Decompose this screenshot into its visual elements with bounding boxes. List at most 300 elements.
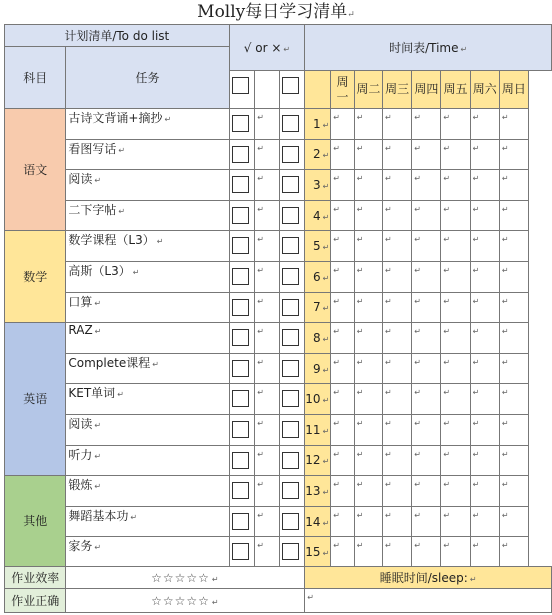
paragraph-mark-icon: ↵: [322, 243, 330, 253]
check-box[interactable]: [282, 77, 299, 94]
check-cell[interactable]: [229, 506, 255, 537]
efficiency-stars[interactable]: [66, 567, 305, 589]
schedule-cell[interactable]: [412, 537, 441, 567]
schedule-cell[interactable]: [354, 292, 382, 323]
check-box[interactable]: [282, 268, 299, 285]
schedule-cell[interactable]: [441, 506, 470, 537]
schedule-cell[interactable]: [470, 323, 499, 354]
check-cell[interactable]: [229, 384, 255, 415]
schedule-cell[interactable]: [331, 292, 354, 323]
schedule-cell[interactable]: [441, 109, 470, 140]
schedule-cell[interactable]: [354, 445, 382, 476]
check-box[interactable]: [282, 513, 299, 530]
subject-2: [5, 323, 66, 476]
check-cell[interactable]: [229, 445, 255, 476]
check-box[interactable]: [232, 115, 249, 132]
efficiency-label: [5, 567, 66, 589]
check-box[interactable]: [282, 452, 299, 469]
schedule-cell[interactable]: [499, 200, 528, 231]
slot-number: 15: [305, 544, 321, 559]
schedule-cell[interactable]: [331, 200, 354, 231]
paragraph-mark-icon: ↵: [211, 597, 220, 607]
schedule-cell[interactable]: [354, 506, 382, 537]
check-box[interactable]: [232, 360, 249, 377]
check-box[interactable]: [232, 176, 249, 193]
paragraph-mark-icon: ↵: [322, 457, 330, 467]
check-cell[interactable]: [229, 323, 255, 354]
check-cell[interactable]: [229, 170, 255, 201]
paragraph-mark-icon: ↵: [132, 267, 140, 277]
schedule-cell[interactable]: [383, 261, 412, 292]
schedule-cell[interactable]: [331, 170, 354, 201]
check-cell[interactable]: [279, 170, 305, 201]
check-cell[interactable]: [279, 414, 305, 445]
paragraph-mark-icon: ↵: [472, 265, 480, 275]
paragraph-mark-icon: ↵: [257, 235, 264, 245]
schedule-cell[interactable]: [441, 414, 470, 445]
schedule-cell[interactable]: [441, 231, 470, 262]
schedule-cell[interactable]: [331, 537, 354, 567]
time-slot: [305, 445, 331, 476]
paragraph-mark-icon: ↵: [385, 296, 392, 306]
schedule-cell[interactable]: [499, 445, 528, 476]
schedule-cell[interactable]: [499, 537, 528, 567]
paragraph-mark-icon: ↵: [322, 181, 330, 191]
schedule-cell[interactable]: [331, 261, 354, 292]
schedule-cell[interactable]: [441, 476, 470, 507]
schedule-cell[interactable]: [354, 139, 382, 170]
schedule-cell[interactable]: [383, 200, 412, 231]
slot-number: 12: [305, 453, 321, 468]
schedule-cell[interactable]: [499, 323, 528, 354]
paragraph-mark-icon: ↵: [385, 204, 392, 214]
schedule-cell[interactable]: [354, 384, 382, 415]
schedule-cell[interactable]: [412, 323, 441, 354]
check-box[interactable]: [232, 452, 249, 469]
schedule-cell[interactable]: [412, 476, 441, 507]
schedule-cell[interactable]: [383, 445, 412, 476]
day-header-2: [383, 71, 412, 109]
day-header-1: [354, 71, 382, 109]
paragraph-mark-icon: ↵: [347, 10, 355, 20]
paragraph-mark-icon: ↵: [257, 480, 264, 490]
schedule-cell[interactable]: [470, 445, 499, 476]
check-cell[interactable]: [279, 476, 305, 507]
paragraph-mark-icon: ↵: [117, 390, 124, 400]
check-box[interactable]: [282, 115, 299, 132]
check-cell[interactable]: [229, 139, 255, 170]
paragraph-mark-icon: ↵: [356, 143, 364, 153]
schedule-cell[interactable]: [354, 109, 382, 140]
check-cell[interactable]: [229, 261, 255, 292]
accuracy-stars[interactable]: [66, 589, 305, 613]
check-cell[interactable]: [229, 476, 255, 507]
task-cell[interactable]: [66, 445, 229, 476]
schedule-cell[interactable]: [499, 231, 528, 262]
paragraph-mark-icon: ↵: [333, 327, 340, 337]
check-cell[interactable]: [279, 506, 305, 537]
task-cell[interactable]: [66, 139, 229, 170]
check-box[interactable]: [232, 207, 249, 224]
rating-stars: ☆☆☆☆☆: [151, 570, 210, 585]
schedule-cell[interactable]: [499, 292, 528, 323]
schedule-cell[interactable]: [412, 261, 441, 292]
task-cell[interactable]: [66, 261, 229, 292]
schedule-cell[interactable]: [499, 476, 528, 507]
check-box[interactable]: [232, 421, 249, 438]
day-header-4: [441, 71, 470, 109]
paragraph-mark-icon: ↵: [472, 204, 480, 214]
paragraph-mark-icon: ↵: [322, 151, 330, 161]
task-cell[interactable]: [66, 170, 229, 201]
paragraph-mark-icon: ↵: [333, 357, 340, 367]
schedule-cell[interactable]: [470, 231, 499, 262]
paragraph-mark-icon: ↵: [333, 449, 340, 459]
paragraph-mark-icon: ↵: [333, 113, 340, 122]
task-cell[interactable]: [66, 476, 229, 507]
paragraph-mark-icon: ↵: [443, 418, 451, 428]
schedule-cell[interactable]: [470, 506, 499, 537]
subject-0: [5, 109, 66, 231]
day-header-3: [412, 71, 441, 109]
task-cell[interactable]: [66, 323, 229, 354]
task-label: 阅读: [68, 416, 93, 431]
check-column-header: [255, 71, 279, 109]
check-box[interactable]: [282, 421, 299, 438]
schedule-cell[interactable]: [499, 139, 528, 170]
paragraph-mark-icon: ↵: [472, 388, 480, 398]
task-cell[interactable]: [66, 292, 229, 323]
task-cell[interactable]: [66, 353, 229, 384]
paragraph-mark-icon: ↵: [385, 174, 392, 184]
schedule-cell[interactable]: [441, 384, 470, 415]
subject-name: 语文: [23, 162, 48, 177]
check-cell[interactable]: [279, 537, 305, 567]
paragraph-mark-icon: ↵: [94, 482, 102, 492]
schedule-cell[interactable]: [470, 261, 499, 292]
sleep-cell[interactable]: [305, 567, 552, 589]
paragraph-mark-icon: ↵: [472, 357, 480, 367]
check-cell[interactable]: [279, 261, 305, 292]
paragraph-mark-icon: ↵: [385, 480, 392, 490]
notes-cell[interactable]: [305, 589, 552, 613]
schedule-cell[interactable]: [441, 353, 470, 384]
schedule-cell[interactable]: [383, 323, 412, 354]
schedule-cell[interactable]: [441, 170, 470, 201]
schedule-cell[interactable]: [470, 170, 499, 201]
check-box[interactable]: [282, 176, 299, 193]
paragraph-mark-icon: ↵: [501, 143, 509, 153]
paragraph-mark-icon: ↵: [443, 174, 451, 184]
time-slot: [305, 109, 331, 140]
check-box[interactable]: [282, 482, 299, 499]
schedule-cell[interactable]: [331, 414, 354, 445]
check-cell[interactable]: [229, 292, 255, 323]
paragraph-mark-icon: ↵: [443, 143, 451, 153]
paragraph-mark-icon: ↵: [472, 418, 480, 428]
check-box[interactable]: [282, 299, 299, 316]
paragraph-mark-icon: ↵: [472, 510, 480, 520]
check-box[interactable]: [232, 268, 249, 285]
schedule-cell[interactable]: [412, 109, 441, 140]
check-box[interactable]: [282, 543, 299, 560]
time-slot: [305, 292, 331, 323]
paragraph-mark-icon: ↵: [322, 120, 330, 130]
schedule-cell[interactable]: [470, 414, 499, 445]
paragraph-mark-icon: ↵: [501, 480, 509, 490]
paragraph-mark-icon: ↵: [211, 574, 220, 584]
schedule-cell[interactable]: [499, 261, 528, 292]
check-cell[interactable]: [279, 200, 305, 231]
paragraph-mark-icon: ↵: [501, 541, 509, 551]
schedule-cell[interactable]: [441, 537, 470, 567]
check-box[interactable]: [232, 482, 249, 499]
paragraph-mark-icon: ↵: [414, 357, 421, 367]
task-cell[interactable]: [66, 109, 229, 140]
check-spacer: [255, 353, 279, 384]
day-label: 周日: [501, 82, 526, 96]
schedule-cell[interactable]: [441, 292, 470, 323]
schedule-cell[interactable]: [354, 537, 382, 567]
check-cell[interactable]: [229, 109, 255, 140]
paragraph-mark-icon: ↵: [443, 235, 451, 245]
check-cell[interactable]: [279, 231, 305, 262]
check-box[interactable]: [282, 146, 299, 163]
check-cell[interactable]: [279, 139, 305, 170]
slot-number: 10: [305, 392, 321, 407]
schedule-cell[interactable]: [499, 109, 528, 140]
schedule-cell[interactable]: [383, 231, 412, 262]
check-cell[interactable]: [279, 292, 305, 323]
check-spacer: [255, 476, 279, 507]
paragraph-mark-icon: ↵: [356, 541, 364, 551]
schedule-cell[interactable]: [441, 323, 470, 354]
schedule-cell[interactable]: [412, 200, 441, 231]
check-cell[interactable]: [229, 414, 255, 445]
schedule-cell[interactable]: [499, 384, 528, 415]
schedule-cell[interactable]: [331, 353, 354, 384]
paragraph-mark-icon: ↵: [257, 449, 264, 459]
check-cell[interactable]: [279, 353, 305, 384]
daily-study-table: [4, 24, 552, 613]
schedule-cell[interactable]: [499, 414, 528, 445]
check-box[interactable]: [282, 237, 299, 254]
check-box[interactable]: [232, 329, 249, 346]
task-cell[interactable]: [66, 231, 229, 262]
paragraph-mark-icon: ↵: [333, 418, 340, 428]
schedule-cell[interactable]: [383, 537, 412, 567]
schedule-cell[interactable]: [383, 353, 412, 384]
check-box[interactable]: [232, 299, 249, 316]
schedule-cell[interactable]: [354, 261, 382, 292]
check-box[interactable]: [282, 360, 299, 377]
slot-number: 6: [312, 269, 321, 284]
schedule-cell[interactable]: [354, 170, 382, 201]
schedule-cell[interactable]: [470, 200, 499, 231]
paragraph-mark-icon: ↵: [322, 212, 330, 222]
check-box[interactable]: [232, 543, 249, 560]
efficiency-label-text: 作业效率: [11, 571, 60, 586]
schedule-cell[interactable]: [383, 414, 412, 445]
schedule-cell[interactable]: [470, 476, 499, 507]
schedule-cell[interactable]: [412, 139, 441, 170]
schedule-cell[interactable]: [470, 109, 499, 140]
check-box[interactable]: [282, 390, 299, 407]
check-box[interactable]: [232, 77, 249, 94]
subject-header: [5, 47, 66, 109]
schedule-cell[interactable]: [412, 292, 441, 323]
check-box[interactable]: [232, 513, 249, 530]
paragraph-mark-icon: ↵: [385, 388, 392, 398]
schedule-cell[interactable]: [441, 200, 470, 231]
check-box[interactable]: [232, 146, 249, 163]
schedule-cell[interactable]: [383, 109, 412, 140]
timeline-header: [305, 71, 331, 109]
schedule-cell[interactable]: [383, 170, 412, 201]
task-header: [66, 47, 229, 109]
paragraph-mark-icon: ↵: [257, 510, 264, 520]
check-box[interactable]: [282, 207, 299, 224]
paragraph-mark-icon: ↵: [356, 174, 364, 184]
paragraph-mark-icon: ↵: [501, 510, 509, 520]
check-cell[interactable]: [279, 109, 305, 140]
paragraph-mark-icon: ↵: [94, 451, 102, 461]
check-spacer: [255, 384, 279, 415]
paragraph-mark-icon: ↵: [472, 541, 480, 551]
schedule-cell[interactable]: [383, 139, 412, 170]
schedule-cell[interactable]: [383, 476, 412, 507]
check-spacer: [255, 109, 279, 140]
check-header: [229, 25, 305, 71]
page-title: [0, 0, 552, 24]
schedule-cell[interactable]: [412, 414, 441, 445]
schedule-cell[interactable]: [470, 139, 499, 170]
paragraph-mark-icon: ↵: [414, 204, 421, 214]
schedule-cell[interactable]: [499, 506, 528, 537]
schedule-cell[interactable]: [412, 170, 441, 201]
schedule-cell[interactable]: [383, 384, 412, 415]
schedule-cell[interactable]: [412, 384, 441, 415]
task-label: 高斯（L3）: [68, 263, 131, 278]
task-label: 家务: [68, 539, 93, 554]
paragraph-mark-icon: ↵: [322, 334, 330, 344]
schedule-cell[interactable]: [412, 445, 441, 476]
schedule-cell[interactable]: [354, 414, 382, 445]
check-box[interactable]: [232, 390, 249, 407]
schedule-cell[interactable]: [412, 353, 441, 384]
schedule-cell[interactable]: [331, 445, 354, 476]
schedule-cell[interactable]: [470, 384, 499, 415]
paragraph-mark-icon: ↵: [356, 388, 364, 398]
check-cell[interactable]: [229, 200, 255, 231]
paragraph-mark-icon: ↵: [443, 296, 451, 306]
paragraph-mark-icon: ↵: [472, 480, 480, 490]
check-spacer: [255, 261, 279, 292]
check-cell[interactable]: [279, 384, 305, 415]
check-cell[interactable]: [279, 445, 305, 476]
check-cell[interactable]: [229, 537, 255, 567]
schedule-cell[interactable]: [383, 506, 412, 537]
schedule-cell[interactable]: [441, 445, 470, 476]
task-label: 看图写话: [68, 141, 117, 156]
schedule-cell[interactable]: [331, 384, 354, 415]
schedule-cell[interactable]: [331, 323, 354, 354]
schedule-cell[interactable]: [331, 109, 354, 140]
schedule-cell[interactable]: [412, 506, 441, 537]
paragraph-mark-icon: ↵: [501, 296, 509, 306]
schedule-cell[interactable]: [354, 231, 382, 262]
paragraph-mark-icon: ↵: [94, 176, 102, 186]
plan-header-label: 计划清单/To do list: [64, 29, 170, 43]
day-label: 周三: [385, 82, 410, 96]
schedule-cell[interactable]: [499, 353, 528, 384]
schedule-cell[interactable]: [354, 323, 382, 354]
subject-name: 英语: [23, 392, 48, 407]
schedule-cell[interactable]: [412, 231, 441, 262]
task-cell[interactable]: [66, 506, 229, 537]
paragraph-mark-icon: ↵: [94, 543, 102, 553]
paragraph-mark-icon: ↵: [94, 298, 102, 308]
schedule-cell[interactable]: [331, 231, 354, 262]
schedule-cell[interactable]: [354, 353, 382, 384]
check-cell[interactable]: [279, 323, 305, 354]
task-label: Complete课程: [68, 355, 151, 370]
paragraph-mark-icon: ↵: [322, 426, 330, 436]
paragraph-mark-icon: ↵: [472, 174, 480, 184]
slot-number: 8: [312, 330, 321, 345]
paragraph-mark-icon: ↵: [414, 449, 421, 459]
paragraph-mark-icon: ↵: [333, 480, 340, 490]
schedule-cell[interactable]: [331, 476, 354, 507]
task-cell[interactable]: [66, 200, 229, 231]
slot-number: 9: [312, 361, 321, 376]
task-cell[interactable]: [66, 384, 229, 415]
schedule-cell[interactable]: [441, 139, 470, 170]
paragraph-mark-icon: ↵: [385, 357, 392, 367]
check-header-label: √ or ×: [243, 40, 282, 55]
schedule-cell[interactable]: [441, 261, 470, 292]
check-cell[interactable]: [229, 231, 255, 262]
paragraph-mark-icon: ↵: [469, 575, 477, 585]
schedule-cell[interactable]: [470, 537, 499, 567]
paragraph-mark-icon: ↵: [385, 449, 392, 459]
sleep-label: 睡眠时间/sleep:: [379, 571, 468, 586]
subject-3: [5, 476, 66, 567]
schedule-cell[interactable]: [499, 170, 528, 201]
schedule-cell[interactable]: [470, 353, 499, 384]
schedule-cell[interactable]: [331, 139, 354, 170]
schedule-cell[interactable]: [354, 476, 382, 507]
check-spacer: [255, 537, 279, 567]
task-cell[interactable]: [66, 414, 229, 445]
task-label: RAZ: [68, 323, 93, 338]
paragraph-mark-icon: ↵: [356, 296, 364, 306]
paragraph-mark-icon: ↵: [118, 145, 126, 155]
check-box[interactable]: [232, 237, 249, 254]
time-slot: [305, 170, 331, 201]
schedule-cell[interactable]: [354, 200, 382, 231]
schedule-cell[interactable]: [383, 292, 412, 323]
schedule-cell[interactable]: [470, 292, 499, 323]
task-header-label: 任务: [135, 71, 160, 85]
task-cell[interactable]: [66, 537, 229, 567]
schedule-cell[interactable]: [331, 506, 354, 537]
day-label: 周六: [472, 82, 497, 96]
paragraph-mark-icon: ↵: [414, 327, 421, 337]
check-cell[interactable]: [229, 353, 255, 384]
plan-header: [5, 25, 230, 47]
check-box[interactable]: [282, 329, 299, 346]
